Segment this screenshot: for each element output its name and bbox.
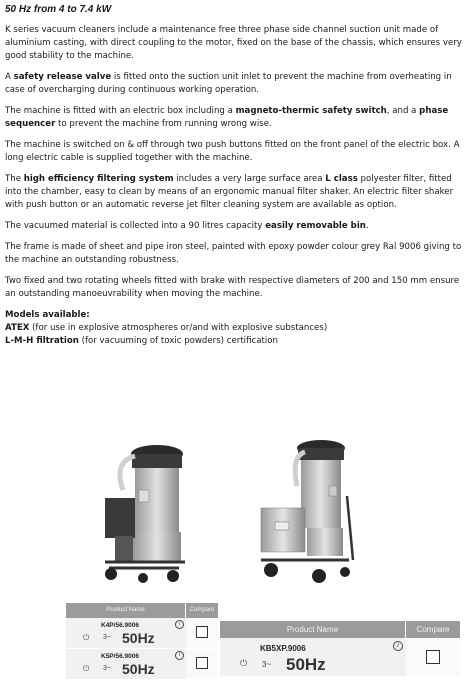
paragraph-safety-valve: A safety release valve is fitted onto the suction unit inlet to prevent the machine from overheating in case of overcharging during continuous working operation.: [5, 72, 452, 95]
product-table-1: [66, 603, 218, 680]
product-cell[interactable]: [66, 649, 186, 679]
product-table-2: [220, 621, 460, 677]
model-atex: ATEX (for use in explosive atmospheres or/and with explosive substances): [5, 323, 328, 333]
product-model[interactable]: KB5XP.9006: [260, 644, 306, 653]
frequency-label: 50Hz: [122, 630, 155, 646]
paragraph-wheels: Two fixed and two rotating wheels fitted with brake with respective diameters of 200 and 150 mm ensure an outstanding manoeuvrability when moving the machine.: [5, 276, 460, 299]
table-row: [66, 618, 218, 649]
column-product-name: Product Name: [106, 607, 145, 613]
product-cell[interactable]: [66, 618, 186, 648]
phase-label: 3~: [262, 660, 272, 669]
vacuum-cleaner-image-k-series: [95, 432, 205, 584]
paragraph-filtering: The high efficiency filtering system includes a very large surface area L class polyester filter, fitted into the chamber, easy to clean by means of an ergonomic manual filter shaker. An electric filter shaker with push button or an automatic reverse jet filter cleaning system are available as option.: [5, 174, 454, 210]
info-icon[interactable]: i: [393, 641, 403, 651]
plug-icon: ⏻: [83, 664, 90, 673]
models-title: Models available:: [5, 310, 90, 320]
compare-checkbox[interactable]: [426, 650, 440, 664]
product-description: [5, 3, 467, 348]
phase-label: 3~: [103, 665, 111, 672]
plug-icon: ⏻: [240, 658, 248, 668]
vacuum-cleaner-image-kb5xp: [257, 436, 367, 584]
plug-icon: ⏻: [83, 633, 90, 642]
info-icon[interactable]: i: [175, 651, 184, 660]
table-header: [66, 603, 218, 618]
paragraph-switches: The machine is switched on & off through two push buttons fitted on the front panel of the electric box. A long electric cable is supplied together with the machine.: [5, 140, 460, 163]
column-compare: Compare: [405, 621, 460, 638]
compare-cell: [406, 638, 460, 676]
frequency-label: 50Hz: [286, 655, 326, 674]
product-model[interactable]: K5P/56.9006: [101, 653, 139, 660]
compare-cell: [186, 649, 218, 679]
table-row: [220, 638, 460, 677]
compare-checkbox[interactable]: [196, 657, 208, 669]
paragraph-suction-unit: K series vacuum cleaners include a maintenance free three phase side channel suction unit made of aluminium casting, with direct coupling to the motor, fixed on the base of the chassis, which ensures very good stability to the machine.: [5, 25, 462, 61]
paragraph-frame: The frame is made of sheet and pipe iron steel, painted with epoxy powder colour grey Ral 9006 giving to the machine an outstanding robustness.: [5, 242, 462, 265]
paragraph-bin: The vacuumed material is collected into a 90 litres capacity easily removable bin.: [5, 221, 369, 231]
product-cell[interactable]: [220, 638, 406, 676]
compare-cell: [186, 618, 218, 648]
model-lmh: L-M-H filtration (for vacuuming of toxic powders) certification: [5, 336, 278, 346]
product-model[interactable]: K4P/56.9006: [101, 622, 139, 629]
paragraph-electric-box: The machine is fitted with an electric box including a magneto-thermic safety switch, and a phase sequencer to prevent the machine from running wrong wise.: [5, 106, 449, 129]
table-row: [66, 649, 218, 680]
phase-label: 3~: [103, 634, 111, 641]
frequency-label: 50Hz: [122, 661, 155, 677]
info-icon[interactable]: i: [175, 620, 184, 629]
compare-checkbox[interactable]: [196, 626, 208, 638]
models-available: [5, 309, 467, 348]
column-compare: Compare: [185, 603, 218, 618]
page-heading: 50 Hz from 4 to 7.4 kW: [5, 4, 112, 15]
table-header: [220, 621, 460, 638]
column-product-name: Product Name: [286, 625, 339, 634]
